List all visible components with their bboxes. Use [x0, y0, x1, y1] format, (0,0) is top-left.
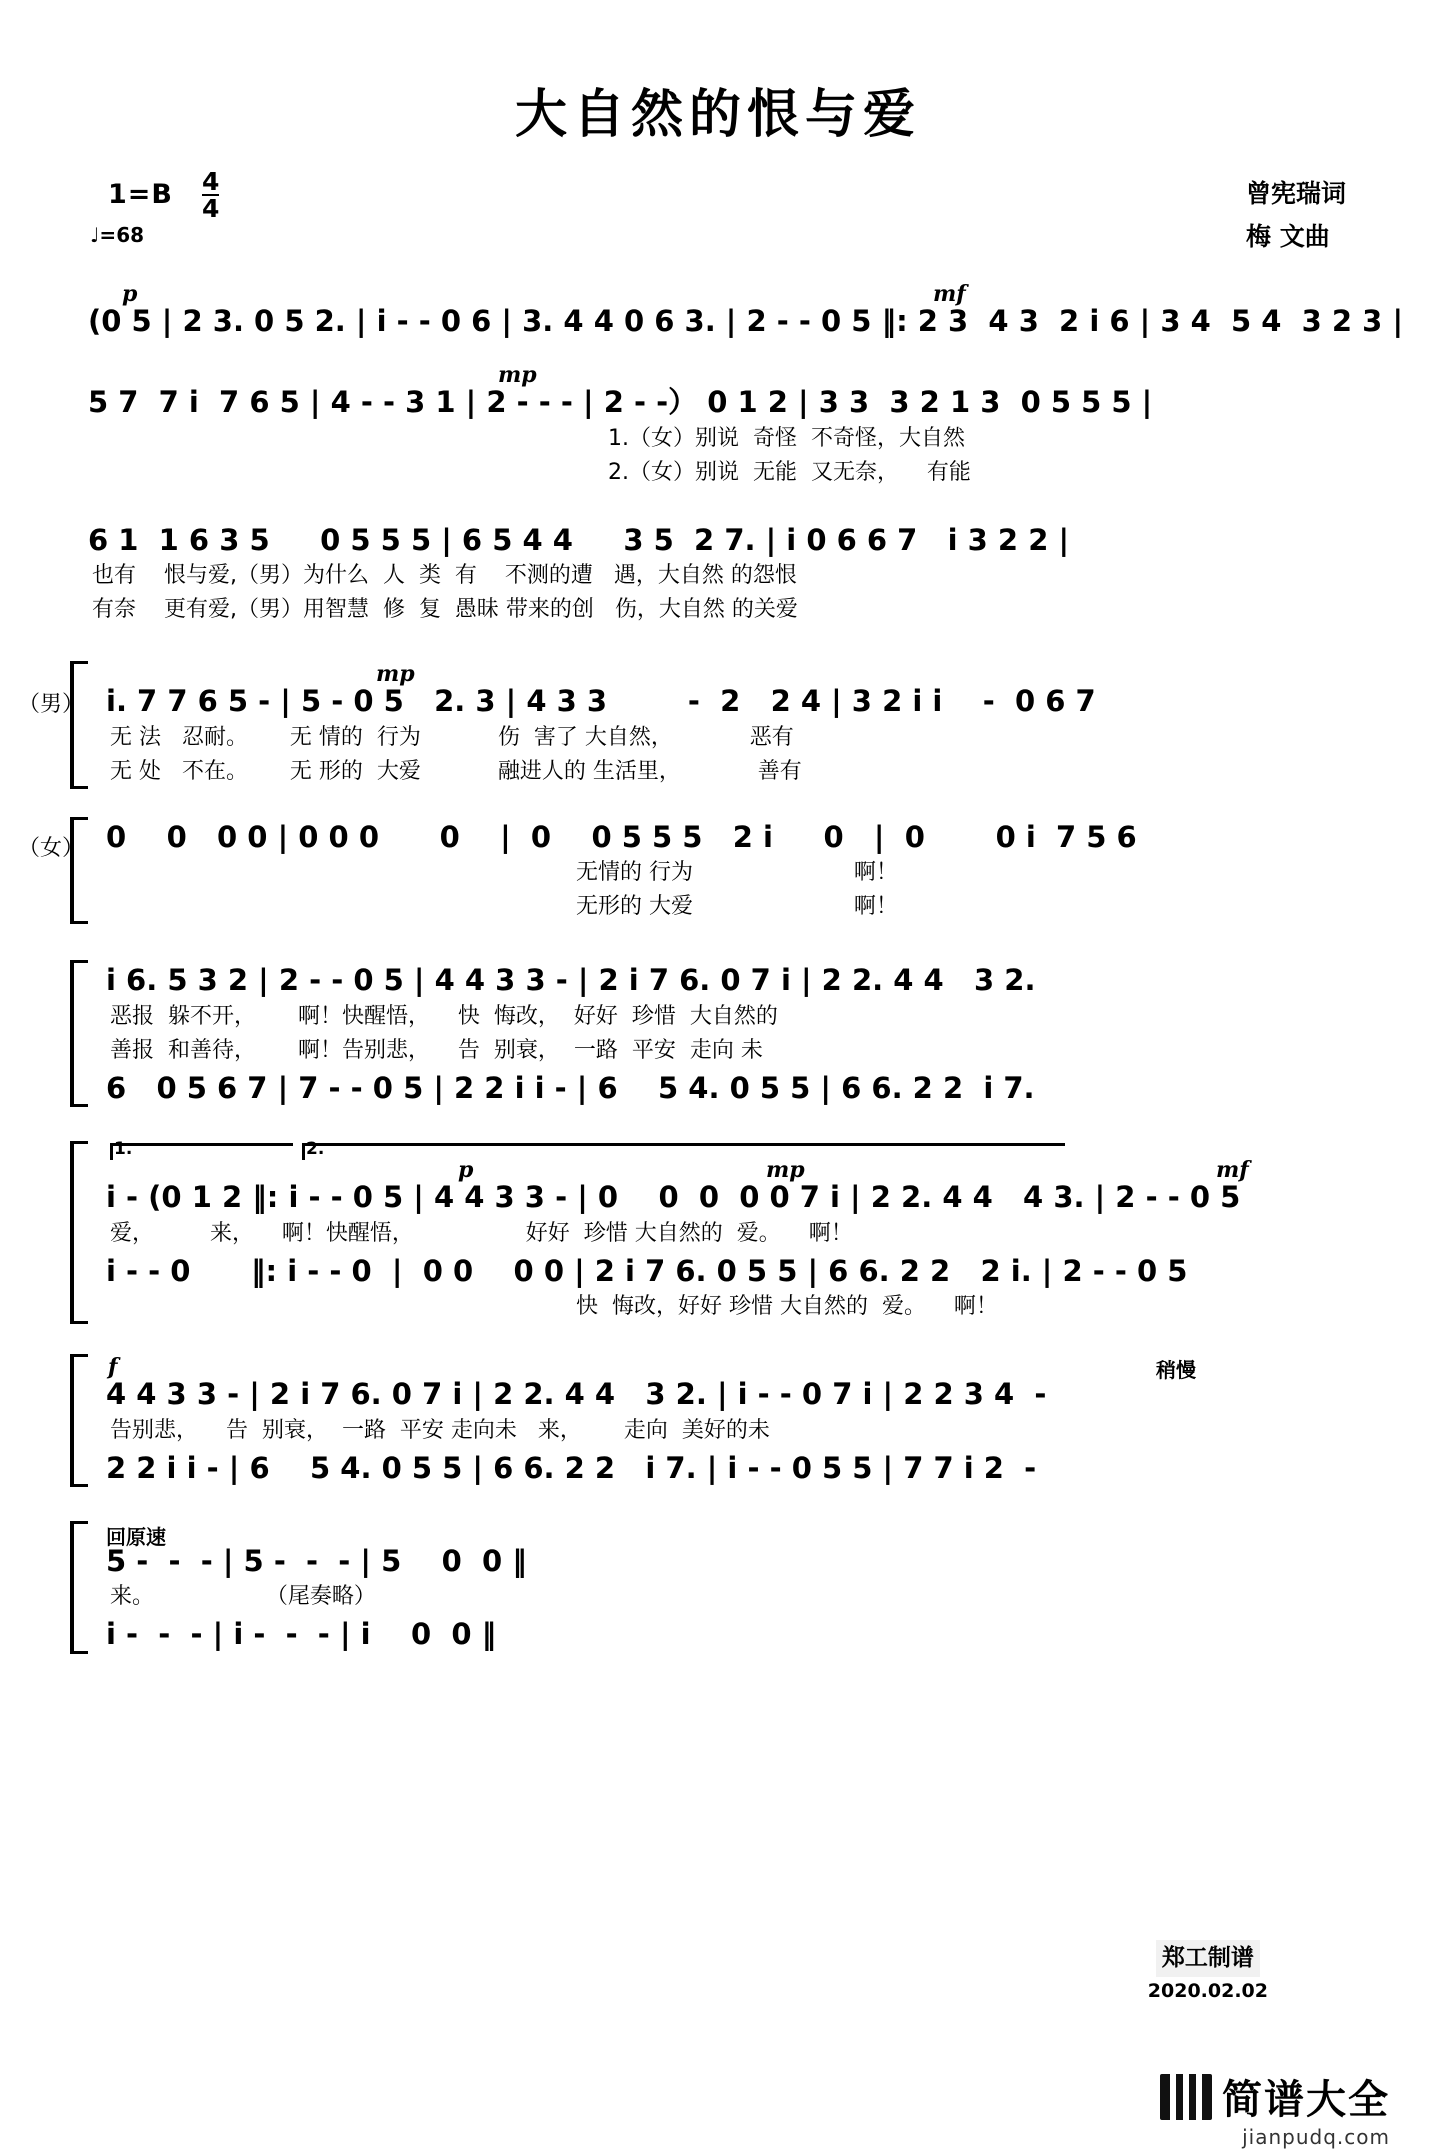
dynamic-f: f — [108, 1354, 118, 1381]
music-system-4-male — [18, 661, 1348, 789]
notation-line-7-top: i - (0 1 2 ‖: i - - 0 5 | 4 4 3 3 - | 0 0 0 0 0 7 i | 2 2. 4 4 4 3. | 2 - - 0 5 — [106, 1180, 1241, 1215]
system-brace-7 — [70, 1141, 88, 1324]
score-header — [0, 165, 1436, 275]
ending-1-label: 1. — [114, 1139, 133, 1160]
lyric-line-6a: 恶报 躲不开， 啊！快醒悟， 快 悔改， 好好 珍惜 大自然的 — [110, 1003, 778, 1029]
dynamic-mf: mf — [933, 281, 966, 307]
system-brace-female — [70, 817, 88, 925]
time-signature — [202, 169, 219, 221]
credits — [1246, 173, 1346, 258]
dynamic-p-2: p — [458, 1157, 474, 1184]
lyric-line-7a: 爱， 来， 啊！快醒悟， 好好 珍惜 大自然的 爱。 啊！ — [110, 1220, 853, 1246]
key-signature: 1=B — [108, 179, 173, 210]
lyric-line-4a: 无 法 忍耐。 无 情的 行为 伤 害了 大自然， 恶有 — [110, 724, 794, 750]
dynamic-mp-2: mp — [376, 661, 415, 688]
engraver-date: 2020.02.02 — [1147, 1979, 1268, 2002]
notation-line-8-bottom: 2 2 i i - | 6 5 4. 0 5 5 | 6 6. 2 2 i 7. | i - - 0 5 5 | 7 7 i 2 - — [106, 1450, 1037, 1485]
music-system-7 — [88, 1141, 1348, 1324]
lyric-line-3a: 也有 恨与爱,（男）为什么 人 类 有 不测的遭 遇，大自然 的怨恨 — [92, 563, 797, 589]
watermark-url: jianpudq.com — [1242, 2125, 1390, 2149]
notation-line-2: 5 7 7 i 7 6 5 | 4 - - 3 1 | 2 - - - | 2 - -） 0 1 2 | 3 3 3 2 1 3 0 5 5 5 | — [88, 385, 1153, 420]
music-system-5-female — [18, 817, 1348, 925]
lyric-line-5a: 无情的 行为 啊！ — [576, 860, 898, 886]
notation-line-5: 0 0 0 0 | 0 0 0 0 | 0 0 5 5 5 2 i 0 | 0 0 i 7 5 6 — [106, 819, 1137, 854]
dynamic-mf-2: mf — [1216, 1157, 1249, 1184]
lyricist: 曾宪瑞词 — [1245, 179, 1346, 208]
music-system-3 — [88, 520, 1348, 628]
time-signature-denominator: 4 — [202, 194, 220, 223]
page-title: 大自然的恨与爱 — [514, 85, 921, 145]
piano-keys-icon — [1160, 2074, 1212, 2120]
notation-line-6-top: i 6. 5 3 2 | 2 - - 0 5 | 4 4 3 3 - | 2 i 7 6. 0 7 i | 2 2. 4 4 3 2. — [106, 963, 1036, 998]
music-system-1 — [88, 281, 1404, 340]
notation-line-3: 6 1 1 6 3 5 0 5 5 5 | 6 5 4 4 3 5 2 7. | i 0 6 6 7 i 3 2 2 | — [88, 522, 1070, 557]
ending-2-label: 2. — [306, 1139, 325, 1160]
music-system-8 — [88, 1354, 1348, 1487]
music-system-9 — [88, 1521, 626, 1654]
notation-line-9-bottom: i - - - | i - - - | i 0 0 ‖ — [106, 1617, 497, 1652]
dynamics-row-8 — [106, 1354, 1348, 1383]
lyric-line-7b: 快 悔改，好好 珍惜 大自然的 爱。 啊！ — [576, 1294, 998, 1320]
lyric-line-4b: 无 处 不在。 无 形的 大爱 融进人的 生活里， 善有 — [110, 758, 802, 784]
notation-line-8-top: 4 4 3 3 - | 2 i 7 6. 0 7 i | 2 2. 4 4 3 2. | i - - 0 7 i | 2 2 3 4 - — [106, 1377, 1047, 1412]
notation-line-6-bottom: 6 0 5 6 7 | 7 - - 0 5 | 2 2 i i - | 6 5 4. 0 5 5 | 6 6. 2 2 i 7. — [106, 1071, 1035, 1105]
system-brace-6 — [70, 960, 88, 1107]
lyric-line-6b: 善报 和善待， 啊！告别悲， 告 别衰， 一路 平安 走向 未 — [110, 1037, 763, 1063]
lyric-line-9: 来。 （尾奏略） — [110, 1584, 376, 1610]
notation-line-1: (0 5 | 2 3. 0 5 2. | i - - 0 6 | 3. 4 4 0 6 3. | 2 - - 0 5 ‖: 2 3 4 3 2 i 6 | 3 4 5 4 3 2 3 | — [88, 304, 1404, 338]
music-system-6 — [88, 960, 1348, 1107]
lyric-line-2a: 1.（女）别说 奇怪 不奇怪，大自然 — [608, 425, 965, 451]
voice-tag-male: （男） — [18, 692, 85, 718]
system-brace-9 — [70, 1521, 88, 1654]
dynamic-mp-3: mp — [766, 1157, 805, 1184]
music-system-2 — [88, 362, 1348, 490]
composer: 梅 文曲 — [1245, 221, 1330, 251]
notation-line-4: i. 7 7 6 5 - | 5 - 0 5 2. 3 | 4 3 3 - 2 2 4 | 3 2 i i - 0 6 7 — [106, 684, 1096, 719]
lyric-line-2b: 2.（女）别说 无能 又无奈， 有能 — [608, 459, 971, 485]
dynamics-row-2 — [88, 362, 1348, 389]
dynamic-p: p — [122, 281, 138, 307]
engraver-credit — [1148, 1940, 1268, 2005]
voice-tag-female: （女） — [18, 835, 85, 861]
dynamics-row-7 — [106, 1157, 1348, 1184]
watermark-title: 简谱大全 — [1222, 2077, 1390, 2123]
tempo-back-mark: 回原速 — [106, 1525, 166, 1549]
system-brace-8 — [70, 1354, 88, 1487]
lyric-line-8: 告别悲， 告 别衰， 一路 平安 走向未 来， 走向 美好的未 — [110, 1417, 770, 1443]
dynamic-mp: mp — [498, 362, 537, 389]
dynamics-row-1 — [88, 281, 1348, 307]
system-brace-male — [70, 661, 88, 789]
lyric-line-5b: 无形的 大爱 啊！ — [576, 894, 898, 920]
ending-brackets — [110, 1139, 1348, 1160]
dynamics-row-4 — [106, 661, 1348, 688]
tempo-marking: ♩=68 — [90, 223, 145, 247]
notation-line-9-top: 5 - - - | 5 - - - | 5 0 0 ‖ — [106, 1544, 527, 1578]
lyric-line-3b: 有奈 更有爱,（男）用智慧 修 复 愚昧 带来的创 伤，大自然 的关爱 — [92, 597, 798, 623]
engraver-name: 郑工制谱 — [1156, 1940, 1260, 1977]
dynamics-row-9 — [106, 1521, 626, 1549]
site-watermark — [1160, 2068, 1390, 2125]
time-signature-numerator: 4 — [202, 167, 220, 196]
notation-line-7-bottom: i - - 0 ‖: i - - 0 | 0 0 0 0 | 2 i 7 6. 0 5 5 | 6 6. 2 2 2 i. | 2 - - 0 5 — [106, 1253, 1188, 1288]
tempo-slow-mark: 稍慢 — [1156, 1358, 1196, 1383]
